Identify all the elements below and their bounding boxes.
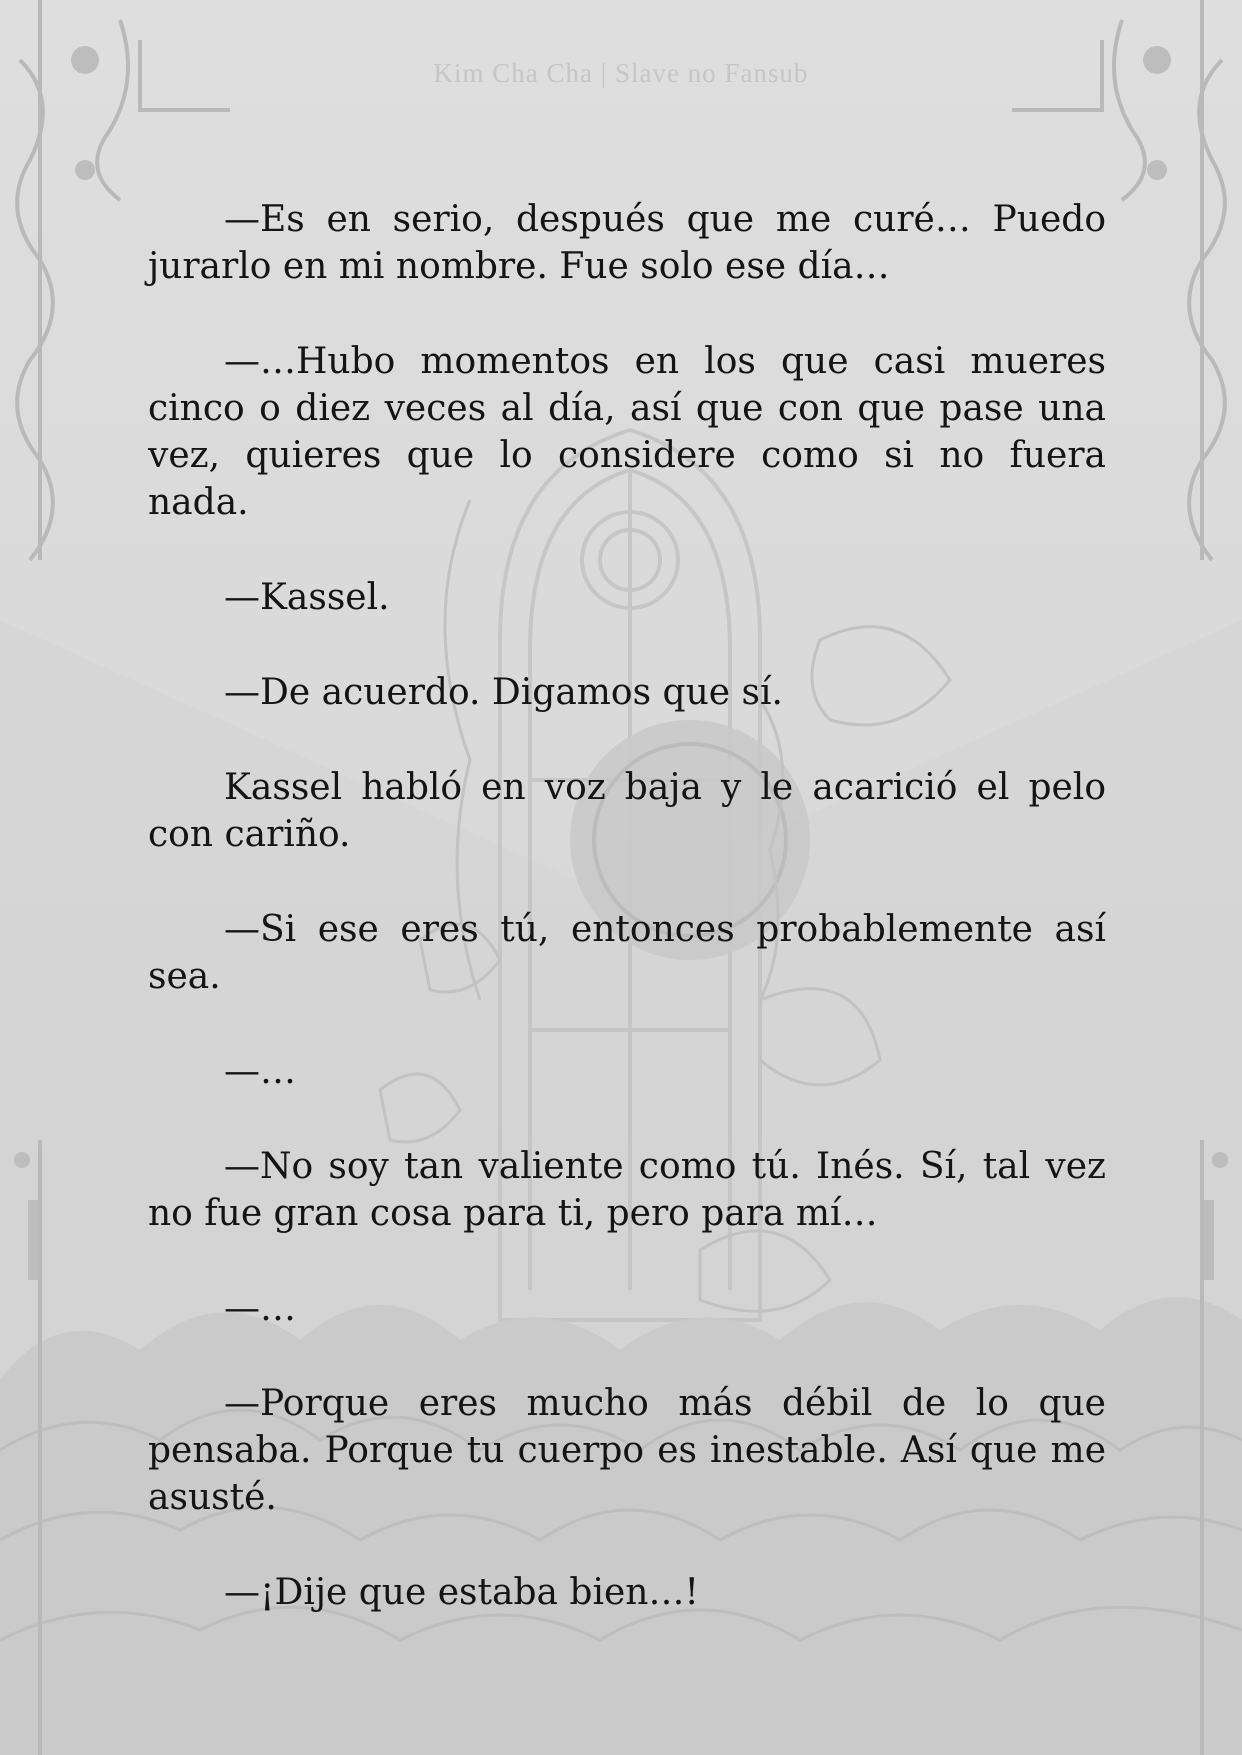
paragraph: —De acuerdo. Digamos que sí.: [224, 672, 783, 713]
paragraph: —No soy tan valiente como tú. Inés. Sí, tal vez no fue gran cosa para ti, pero para mí…: [148, 1146, 1106, 1234]
paragraph: —¡Dije que estaba bien…!: [224, 1572, 699, 1613]
document-body: [148, 196, 1106, 1664]
paragraph: —Es en serio, después que me curé… Puedo jurarlo en mi nombre. Fue solo ese día…: [148, 199, 1106, 287]
paragraph: —…Hubo momentos en los que casi mueres cinco o diez veces al día, así que con que pase una vez, quieres que lo considere como si no fuera nada.: [148, 341, 1106, 523]
paragraph: —Porque eres mucho más débil de lo que pensaba. Porque tu cuerpo es inestable. Así que me asusté.: [148, 1383, 1106, 1518]
header-watermark: Kim Cha Cha | Slave no Fansub: [433, 58, 809, 88]
paragraph: Kassel habló en voz baja y le acarició el pelo con cariño.: [148, 767, 1106, 855]
paragraph: —Si ese eres tú, entonces probablemente así sea.: [148, 909, 1106, 997]
paragraph: —…: [224, 1288, 296, 1329]
paragraph: —…: [224, 1051, 296, 1092]
paragraph: —Kassel.: [224, 577, 390, 618]
